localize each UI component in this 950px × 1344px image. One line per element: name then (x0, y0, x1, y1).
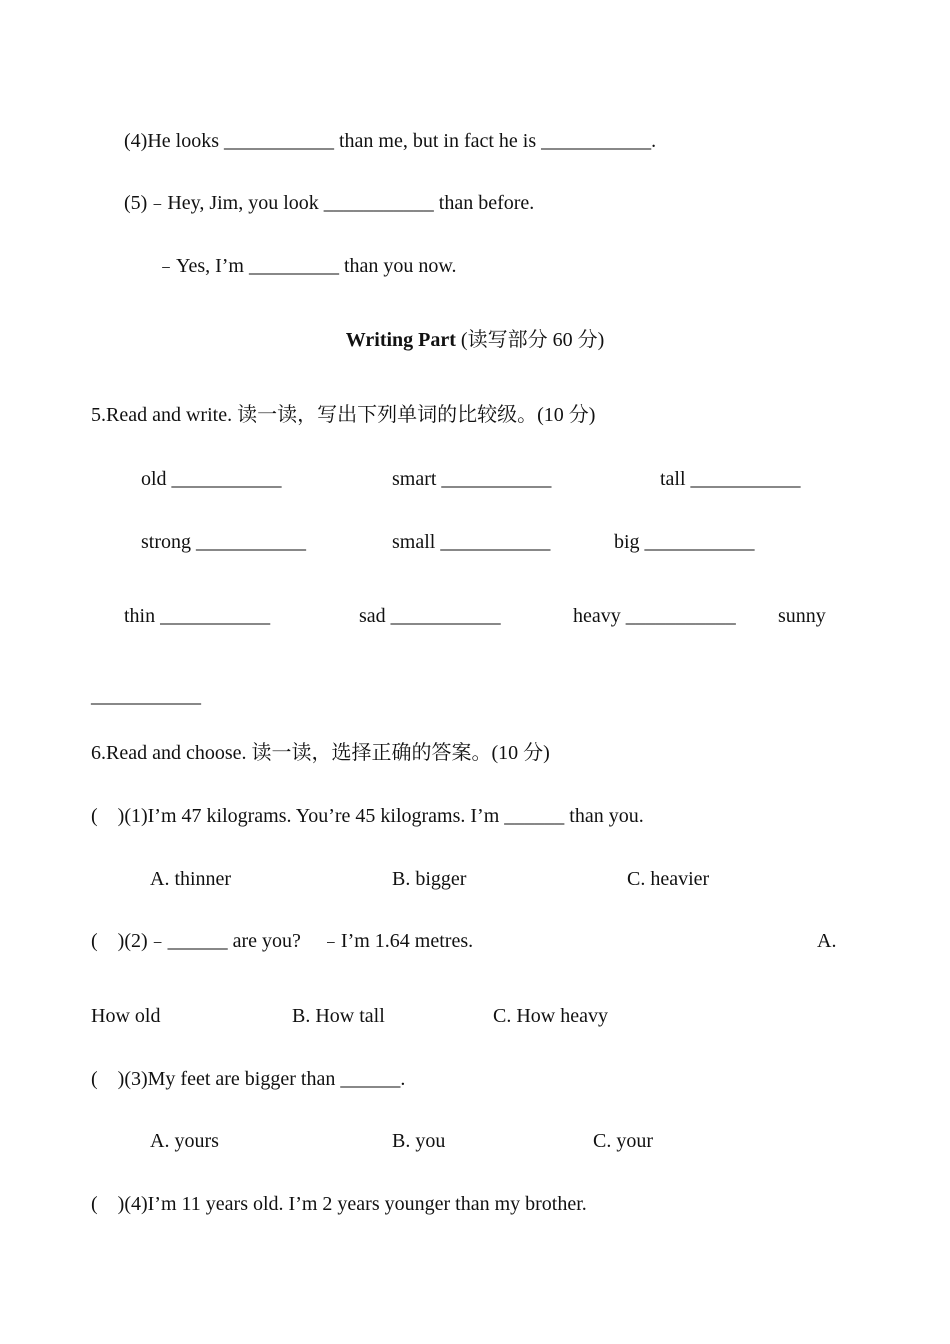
word-thin: thin ___________ (124, 605, 271, 627)
word-smart: smart ___________ (392, 468, 552, 490)
question-6-item-2: ( )(2)﹣______ are you? ﹣I’m 1.64 metres. (91, 930, 474, 952)
section-title-bold: Writing Part (345, 329, 456, 351)
section-title-rest: (读写部分 60 分) (455, 329, 605, 351)
section-title (0, 328, 950, 352)
item-3-option-a: A. yours (150, 1130, 219, 1152)
item-1-option-c: C. heavier (627, 868, 710, 890)
question-6-item-1: ( )(1)I’m 47 kilograms. You’re 45 kilograms. I’m ______ than you. (91, 805, 644, 827)
word-strong: strong ___________ (141, 531, 306, 553)
question-4-item-4: (4)He looks ___________ than me, but in fact he is ___________. (124, 130, 657, 152)
item-2-option-b: B. How tall (292, 1005, 385, 1027)
word-heavy: heavy ___________ (573, 605, 736, 627)
question-4-item-5-line-2: ﹣Yes, I’m _________ than you now. (156, 255, 457, 277)
item-3-option-b: B. you (392, 1130, 446, 1152)
question-6-item-3: ( )(3)My feet are bigger than ______. (91, 1068, 406, 1090)
word-sunny: sunny (778, 605, 826, 627)
item-2-option-c: C. How heavy (493, 1005, 608, 1027)
word-big: big ___________ (614, 531, 755, 553)
word-tall: tall ___________ (660, 468, 801, 490)
question-4-item-5-line-1: (5)﹣Hey, Jim, you look ___________ than before. (124, 192, 535, 214)
question-6-item-4: ( )(4)I’m 11 years old. I’m 2 years younger than my brother. (91, 1193, 587, 1215)
word-old: old ___________ (141, 468, 282, 490)
item-2-option-a: How old (91, 1005, 161, 1027)
item-1-option-b: B. bigger (392, 868, 467, 890)
item-1-option-a: A. thinner (150, 868, 232, 890)
item-2-option-a-label: A. (817, 930, 837, 952)
question-6-heading: 6.Read and choose. 读一读，选择正确的答案。(10 分) (91, 742, 550, 764)
word-sunny-blank: ___________ (91, 685, 201, 707)
word-small: small ___________ (392, 531, 551, 553)
question-5-heading: 5.Read and write. 读一读，写出下列单词的比较级。(10 分) (91, 404, 596, 426)
item-3-option-c: C. your (593, 1130, 653, 1152)
word-sad: sad ___________ (359, 605, 501, 627)
